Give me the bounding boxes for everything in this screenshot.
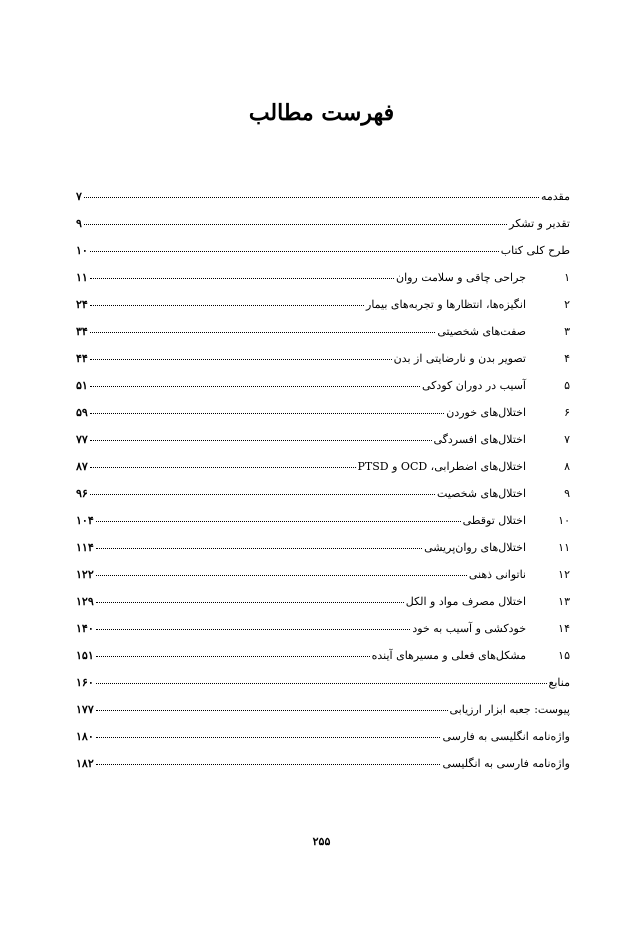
toc-entry-label: ناتوانی ذهنی	[468, 568, 526, 581]
toc-entry[interactable]	[76, 271, 570, 298]
toc-entry-page: ۱۷۷	[76, 703, 94, 716]
toc-entry-label: تقدیر و تشکر	[509, 217, 570, 230]
toc-entry-number: ۱۳	[558, 595, 570, 608]
toc-entry[interactable]	[76, 406, 570, 433]
toc-entry-label: اختلال توقطی	[462, 514, 526, 527]
toc-entry-number: ۸	[564, 460, 570, 473]
toc-entry[interactable]	[76, 595, 570, 622]
toc-entry-number: ۱۲	[558, 568, 570, 581]
toc-entry-page: ۲۴	[76, 298, 88, 311]
toc-entry-page: ۱۸۰	[76, 730, 94, 743]
toc-entry[interactable]	[76, 622, 570, 649]
toc-entry-label: خودکشی و آسیب به خود	[412, 622, 526, 635]
dot-leader	[90, 251, 499, 252]
toc-entry-number: ۱۴	[558, 622, 570, 635]
toc-entry[interactable]	[76, 460, 570, 487]
toc-entry-page: ۱۲۲	[76, 568, 94, 581]
toc-entry-label: منابع	[548, 676, 570, 689]
toc-entry[interactable]	[76, 514, 570, 541]
toc-entry-label: طرح کلی کتاب	[500, 244, 570, 257]
toc-entry-label: اختلال‌های افسردگی	[433, 433, 526, 446]
dot-leader	[90, 494, 435, 495]
toc-entry-number: ۷	[564, 433, 570, 446]
dot-leader	[96, 683, 547, 684]
toc-entry-number: ۳	[564, 325, 570, 338]
toc-entry-number: ۱۵	[558, 649, 570, 662]
dot-leader	[96, 629, 411, 630]
toc-entry-label: اختلال مصرف مواد و الکل	[405, 595, 526, 608]
toc-entry[interactable]	[76, 433, 570, 460]
dot-leader	[90, 440, 432, 441]
toc-entry[interactable]	[76, 568, 570, 595]
page-number: ۲۵۵	[312, 835, 331, 848]
toc-entry[interactable]	[76, 217, 570, 244]
toc-entry-label: اختلال‌های شخصیت	[437, 487, 526, 500]
dot-leader	[90, 467, 356, 468]
toc-entry-page: ۷۷	[76, 433, 88, 446]
toc-entry[interactable]	[76, 757, 570, 784]
dot-leader	[90, 332, 436, 333]
toc-entry-page: ۳۴	[76, 325, 88, 338]
dot-leader	[84, 197, 539, 198]
toc-entry[interactable]	[76, 676, 570, 703]
toc-entry[interactable]	[76, 298, 570, 325]
toc-entry-label: مشکل‌های فعلی و مسیرهای آینده	[371, 649, 526, 662]
toc-entry-label: واژه‌نامه فارسی به انگلیسی	[442, 757, 570, 770]
toc-entry-number: ۱	[564, 271, 570, 284]
toc-entry[interactable]	[76, 325, 570, 352]
toc-entry[interactable]	[76, 703, 570, 730]
toc-entry-number: ۶	[564, 406, 570, 419]
toc-entry-label: مقدمه	[540, 190, 570, 203]
toc-entry-number: ۵	[564, 379, 570, 392]
toc-entry[interactable]	[76, 649, 570, 676]
toc-entry[interactable]	[76, 352, 570, 379]
dot-leader	[96, 521, 461, 522]
toc-entry-label: واژه‌نامه انگلیسی به فارسی	[442, 730, 570, 743]
dot-leader	[84, 224, 507, 225]
dot-leader	[90, 413, 444, 414]
toc-entry-page: ۹	[76, 217, 82, 230]
dot-leader	[96, 656, 370, 657]
toc-entry-label: اختلال‌های اضطرابی، OCD و PTSD	[357, 460, 526, 473]
toc-entry[interactable]	[76, 730, 570, 757]
toc-entry[interactable]	[76, 244, 570, 271]
toc-entry[interactable]	[76, 541, 570, 568]
toc-entry-page: ۱۶۰	[76, 676, 94, 689]
toc-entry-page: ۱۵۱	[76, 649, 94, 662]
toc-entry-page: ۴۴	[76, 352, 88, 365]
toc-entry-page: ۱۸۲	[76, 757, 94, 770]
toc-entry-page: ۱۲۹	[76, 595, 94, 608]
dot-leader	[96, 602, 404, 603]
toc-entry-page: ۱۱۴	[76, 541, 94, 554]
toc-entry-number: ۴	[564, 352, 570, 365]
toc-entry-page: ۸۷	[76, 460, 88, 473]
toc-entry-label: آسیب در دوران کودکی	[422, 379, 526, 392]
toc-entry-page: ۱۰۴	[76, 514, 94, 527]
dot-leader	[90, 278, 394, 279]
toc-entry[interactable]	[76, 190, 570, 217]
dot-leader	[96, 764, 441, 765]
page-title: فهرست مطالب	[248, 100, 395, 126]
toc-entry-label: تصویر بدن و نارضایتی از بدن	[393, 352, 526, 365]
dot-leader	[96, 710, 448, 711]
toc-entry-number: ۱۱	[558, 541, 570, 554]
toc-entry[interactable]	[76, 379, 570, 406]
dot-leader	[96, 737, 441, 738]
toc-entry-number: ۱۰	[558, 514, 570, 527]
toc-entry-page: ۵۱	[76, 379, 88, 392]
dot-leader	[96, 575, 467, 576]
toc-entry-page: ۱۰	[76, 244, 88, 257]
toc-entry-page: ۷	[76, 190, 82, 203]
dot-leader	[90, 359, 392, 360]
toc-entry-label: پیوست: جعبه ابزار ارزیابی	[449, 703, 570, 716]
toc-entry-label: صفت‌های شخصیتی	[437, 325, 526, 338]
toc-entry-number: ۲	[564, 298, 570, 311]
toc-entry-number: ۹	[564, 487, 570, 500]
toc-entry-label: اختلال‌های روان‌پریشی	[424, 541, 526, 554]
dot-leader	[90, 386, 420, 387]
toc-entry-page: ۵۹	[76, 406, 88, 419]
table-of-contents	[76, 190, 570, 784]
toc-entry-label: اختلال‌های خوردن	[446, 406, 526, 419]
toc-entry-label: جراحی چاقی و سلامت روان	[395, 271, 526, 284]
toc-entry-label: انگیزه‌ها، انتظارها و تجربه‌های بیمار	[366, 298, 526, 311]
toc-entry-page: ۱۱	[76, 271, 88, 284]
dot-leader	[96, 548, 422, 549]
dot-leader	[90, 305, 364, 306]
toc-entry-page: ۱۴۰	[76, 622, 94, 635]
toc-entry-page: ۹۶	[76, 487, 88, 500]
toc-entry[interactable]	[76, 487, 570, 514]
